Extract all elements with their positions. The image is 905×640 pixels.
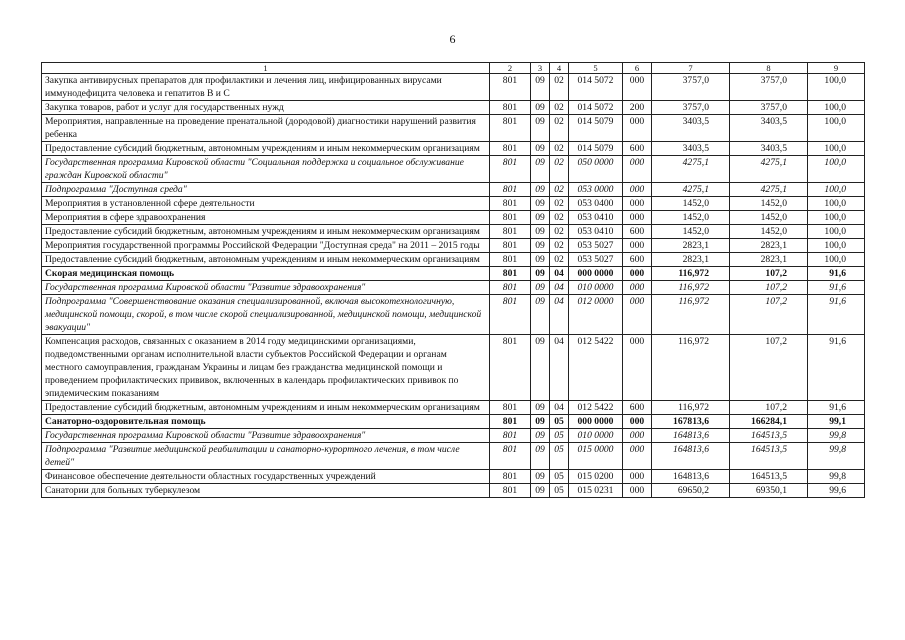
row-subsection-cell: 05 xyxy=(550,415,569,429)
table-row xyxy=(42,267,865,281)
table-row xyxy=(42,115,865,142)
row-code-cell: 801 xyxy=(490,484,531,498)
row-target-article-cell: 050 0000 xyxy=(569,156,623,183)
row-target-article-cell: 012 5422 xyxy=(569,335,623,401)
row-subsection-cell: 05 xyxy=(550,484,569,498)
row-section-cell: 09 xyxy=(531,429,550,443)
row-expense-type-cell: 000 xyxy=(623,484,652,498)
row-planned-cell: 1452,0 xyxy=(652,197,730,211)
header-cell: 3 xyxy=(531,63,550,74)
row-target-article-cell: 053 0000 xyxy=(569,183,623,197)
row-expense-type-cell: 600 xyxy=(623,253,652,267)
row-planned-cell: 164813,6 xyxy=(652,429,730,443)
row-name-cell: Государственная программа Кировской области "Развитие здравоохранения" xyxy=(42,429,490,443)
row-name-cell: Подпрограмма "Развитие медицинской реабилитации и санаторно-курортного лечения, в том числе детей" xyxy=(42,443,490,470)
row-name-cell: Закупка товаров, работ и услуг для государственных нужд xyxy=(42,101,490,115)
row-planned-cell: 3403,5 xyxy=(652,115,730,142)
row-target-article-cell: 053 0410 xyxy=(569,225,623,239)
row-percent-cell: 100,0 xyxy=(808,183,865,197)
row-code-cell: 801 xyxy=(490,211,531,225)
row-planned-cell: 1452,0 xyxy=(652,211,730,225)
row-code-cell: 801 xyxy=(490,415,531,429)
row-subsection-cell: 05 xyxy=(550,443,569,470)
row-executed-cell: 4275,1 xyxy=(730,156,808,183)
budget-table xyxy=(41,62,865,498)
row-target-article-cell: 014 5079 xyxy=(569,142,623,156)
header-cell: 5 xyxy=(569,63,623,74)
row-expense-type-cell: 000 xyxy=(623,115,652,142)
row-percent-cell: 99,8 xyxy=(808,443,865,470)
row-name-cell: Мероприятия государственной программы Российской Федерации "Доступная среда" на 2011 – 2015 годы xyxy=(42,239,490,253)
row-planned-cell: 116,972 xyxy=(652,401,730,415)
row-code-cell: 801 xyxy=(490,281,531,295)
row-target-article-cell: 014 5072 xyxy=(569,74,623,101)
row-section-cell: 09 xyxy=(531,74,550,101)
row-percent-cell: 100,0 xyxy=(808,197,865,211)
row-name-cell: Санаторно-оздоровительная помощь xyxy=(42,415,490,429)
row-percent-cell: 91,6 xyxy=(808,335,865,401)
row-expense-type-cell: 000 xyxy=(623,156,652,183)
table-row xyxy=(42,295,865,335)
row-expense-type-cell: 000 xyxy=(623,183,652,197)
row-subsection-cell: 02 xyxy=(550,142,569,156)
header-cell: 4 xyxy=(550,63,569,74)
table-row xyxy=(42,101,865,115)
table-row xyxy=(42,253,865,267)
row-expense-type-cell: 000 xyxy=(623,74,652,101)
row-target-article-cell: 012 0000 xyxy=(569,295,623,335)
table-row xyxy=(42,74,865,101)
row-subsection-cell: 04 xyxy=(550,295,569,335)
row-executed-cell: 107,2 xyxy=(730,401,808,415)
row-planned-cell: 69650,2 xyxy=(652,484,730,498)
row-section-cell: 09 xyxy=(531,470,550,484)
header-cell: 1 xyxy=(42,63,490,74)
header-cell: 9 xyxy=(808,63,865,74)
row-planned-cell: 164813,6 xyxy=(652,470,730,484)
row-name-cell: Государственная программа Кировской области "Социальная поддержка и социальное обслуживание граждан Кировской области" xyxy=(42,156,490,183)
row-executed-cell: 107,2 xyxy=(730,267,808,281)
row-executed-cell: 2823,1 xyxy=(730,253,808,267)
row-executed-cell: 3757,0 xyxy=(730,101,808,115)
table-row xyxy=(42,142,865,156)
table-row xyxy=(42,470,865,484)
row-target-article-cell: 053 0400 xyxy=(569,197,623,211)
row-name-cell: Предоставление субсидий бюджетным, автономным учреждениям и иным некоммерческим организациям xyxy=(42,142,490,156)
row-code-cell: 801 xyxy=(490,267,531,281)
header-cell: 2 xyxy=(490,63,531,74)
row-percent-cell: 100,0 xyxy=(808,211,865,225)
row-percent-cell: 91,6 xyxy=(808,401,865,415)
row-name-cell: Мероприятия в установленной сфере деятельности xyxy=(42,197,490,211)
row-target-article-cell: 053 5027 xyxy=(569,253,623,267)
row-section-cell: 09 xyxy=(531,401,550,415)
row-subsection-cell: 02 xyxy=(550,211,569,225)
row-planned-cell: 2823,1 xyxy=(652,253,730,267)
row-code-cell: 801 xyxy=(490,429,531,443)
row-section-cell: 09 xyxy=(531,183,550,197)
row-section-cell: 09 xyxy=(531,211,550,225)
row-planned-cell: 116,972 xyxy=(652,295,730,335)
row-executed-cell: 166284,1 xyxy=(730,415,808,429)
row-percent-cell: 100,0 xyxy=(808,156,865,183)
row-planned-cell: 1452,0 xyxy=(652,225,730,239)
row-executed-cell: 1452,0 xyxy=(730,225,808,239)
row-subsection-cell: 02 xyxy=(550,101,569,115)
row-percent-cell: 91,6 xyxy=(808,267,865,281)
row-percent-cell: 100,0 xyxy=(808,253,865,267)
row-subsection-cell: 02 xyxy=(550,253,569,267)
row-subsection-cell: 02 xyxy=(550,74,569,101)
row-planned-cell: 2823,1 xyxy=(652,239,730,253)
row-code-cell: 801 xyxy=(490,225,531,239)
row-section-cell: 09 xyxy=(531,267,550,281)
row-target-article-cell: 015 0231 xyxy=(569,484,623,498)
row-code-cell: 801 xyxy=(490,401,531,415)
header-cell: 6 xyxy=(623,63,652,74)
row-percent-cell: 99,8 xyxy=(808,470,865,484)
row-planned-cell: 167813,6 xyxy=(652,415,730,429)
row-subsection-cell: 02 xyxy=(550,197,569,211)
row-expense-type-cell: 200 xyxy=(623,101,652,115)
row-expense-type-cell: 000 xyxy=(623,443,652,470)
row-percent-cell: 100,0 xyxy=(808,225,865,239)
page-number: 6 xyxy=(449,32,456,46)
row-subsection-cell: 02 xyxy=(550,183,569,197)
row-executed-cell: 164513,5 xyxy=(730,429,808,443)
table-row xyxy=(42,239,865,253)
row-subsection-cell: 04 xyxy=(550,267,569,281)
row-name-cell: Предоставление субсидий бюджетным, автономным учреждениям и иным некоммерческим организациям xyxy=(42,253,490,267)
row-name-cell: Мероприятия в сфере здравоохранения xyxy=(42,211,490,225)
row-section-cell: 09 xyxy=(531,484,550,498)
row-planned-cell: 3403,5 xyxy=(652,142,730,156)
row-expense-type-cell: 000 xyxy=(623,470,652,484)
row-name-cell: Подпрограмма "Доступная среда" xyxy=(42,183,490,197)
row-target-article-cell: 015 0000 xyxy=(569,443,623,470)
table-row xyxy=(42,415,865,429)
row-name-cell: Государственная программа Кировской области "Развитие здравоохранения" xyxy=(42,281,490,295)
row-name-cell: Компенсация расходов, связанных с оказанием в 2014 году медицинскими организациями, подведомственными органам исполнительной власти субъектов Российской Федерации и органам местного самоуправления, гражданам Украины и лицам без гражданства медицинской помощи и проведением профилактических прививок, включенных в календарь профилактических прививок по эпидемическим показаниям xyxy=(42,335,490,401)
row-subsection-cell: 04 xyxy=(550,335,569,401)
row-target-article-cell: 014 5079 xyxy=(569,115,623,142)
row-code-cell: 801 xyxy=(490,443,531,470)
row-expense-type-cell: 000 xyxy=(623,281,652,295)
row-expense-type-cell: 000 xyxy=(623,267,652,281)
row-name-cell: Мероприятия, направленные на проведение пренатальной (дородовой) диагностики нарушений развития ребенка xyxy=(42,115,490,142)
row-name-cell: Закупка антивирусных препаратов для профилактики и лечения лиц, инфицированных вирусами иммунодефицита человека и гепатитов В и С xyxy=(42,74,490,101)
table-row xyxy=(42,225,865,239)
row-expense-type-cell: 600 xyxy=(623,142,652,156)
row-code-cell: 801 xyxy=(490,335,531,401)
row-executed-cell: 3757,0 xyxy=(730,74,808,101)
row-executed-cell: 3403,5 xyxy=(730,115,808,142)
row-expense-type-cell: 000 xyxy=(623,335,652,401)
row-code-cell: 801 xyxy=(490,197,531,211)
row-percent-cell: 100,0 xyxy=(808,142,865,156)
table-row xyxy=(42,443,865,470)
row-section-cell: 09 xyxy=(531,101,550,115)
row-subsection-cell: 05 xyxy=(550,429,569,443)
row-percent-cell: 100,0 xyxy=(808,74,865,101)
row-planned-cell: 164813,6 xyxy=(652,443,730,470)
row-section-cell: 09 xyxy=(531,156,550,183)
row-executed-cell: 1452,0 xyxy=(730,211,808,225)
row-executed-cell: 4275,1 xyxy=(730,183,808,197)
row-code-cell: 801 xyxy=(490,295,531,335)
row-expense-type-cell: 000 xyxy=(623,415,652,429)
row-planned-cell: 116,972 xyxy=(652,335,730,401)
table-row xyxy=(42,335,865,401)
row-expense-type-cell: 000 xyxy=(623,197,652,211)
row-name-cell: Подпрограмма "Совершенствование оказания специализированной, включая высокотехнологичную, медицинской помощи, скорой, в том числе скорой специализированной, медицинской помощи, медицинской эвакуации" xyxy=(42,295,490,335)
row-section-cell: 09 xyxy=(531,142,550,156)
row-percent-cell: 91,6 xyxy=(808,295,865,335)
header-cell: 7 xyxy=(652,63,730,74)
row-target-article-cell: 014 5072 xyxy=(569,101,623,115)
row-target-article-cell: 000 0000 xyxy=(569,267,623,281)
row-executed-cell: 107,2 xyxy=(730,295,808,335)
row-planned-cell: 116,972 xyxy=(652,267,730,281)
row-percent-cell: 99,6 xyxy=(808,484,865,498)
row-planned-cell: 3757,0 xyxy=(652,74,730,101)
row-code-cell: 801 xyxy=(490,74,531,101)
row-planned-cell: 4275,1 xyxy=(652,156,730,183)
row-code-cell: 801 xyxy=(490,470,531,484)
row-name-cell: Предоставление субсидий бюджетным, автономным учреждениям и иным некоммерческим организациям xyxy=(42,225,490,239)
table-row xyxy=(42,197,865,211)
row-name-cell: Предоставление субсидий бюджетным, автономным учреждениям и иным некоммерческим организациям xyxy=(42,401,490,415)
row-section-cell: 09 xyxy=(531,335,550,401)
row-target-article-cell: 010 0000 xyxy=(569,429,623,443)
row-percent-cell: 100,0 xyxy=(808,239,865,253)
row-executed-cell: 164513,5 xyxy=(730,443,808,470)
row-section-cell: 09 xyxy=(531,295,550,335)
row-name-cell: Скорая медицинская помощь xyxy=(42,267,490,281)
row-subsection-cell: 02 xyxy=(550,225,569,239)
row-executed-cell: 164513,5 xyxy=(730,470,808,484)
row-expense-type-cell: 000 xyxy=(623,211,652,225)
row-section-cell: 09 xyxy=(531,281,550,295)
row-target-article-cell: 015 0200 xyxy=(569,470,623,484)
row-expense-type-cell: 000 xyxy=(623,239,652,253)
header-row xyxy=(42,63,865,74)
row-section-cell: 09 xyxy=(531,115,550,142)
row-subsection-cell: 04 xyxy=(550,281,569,295)
row-executed-cell: 2823,1 xyxy=(730,239,808,253)
row-section-cell: 09 xyxy=(531,415,550,429)
row-expense-type-cell: 000 xyxy=(623,429,652,443)
row-subsection-cell: 02 xyxy=(550,239,569,253)
row-section-cell: 09 xyxy=(531,239,550,253)
table-row xyxy=(42,183,865,197)
row-section-cell: 09 xyxy=(531,443,550,470)
row-target-article-cell: 010 0000 xyxy=(569,281,623,295)
row-code-cell: 801 xyxy=(490,183,531,197)
row-percent-cell: 99,8 xyxy=(808,429,865,443)
table-row xyxy=(42,281,865,295)
header-cell: 8 xyxy=(730,63,808,74)
row-subsection-cell: 02 xyxy=(550,115,569,142)
row-code-cell: 801 xyxy=(490,101,531,115)
table-row xyxy=(42,429,865,443)
row-percent-cell: 100,0 xyxy=(808,101,865,115)
row-expense-type-cell: 000 xyxy=(623,295,652,335)
row-section-cell: 09 xyxy=(531,225,550,239)
row-percent-cell: 91,6 xyxy=(808,281,865,295)
row-target-article-cell: 000 0000 xyxy=(569,415,623,429)
row-target-article-cell: 053 5027 xyxy=(569,239,623,253)
row-planned-cell: 4275,1 xyxy=(652,183,730,197)
row-code-cell: 801 xyxy=(490,142,531,156)
row-executed-cell: 107,2 xyxy=(730,335,808,401)
row-code-cell: 801 xyxy=(490,239,531,253)
row-name-cell: Санатории для больных туберкулезом xyxy=(42,484,490,498)
row-section-cell: 09 xyxy=(531,253,550,267)
row-executed-cell: 69350,1 xyxy=(730,484,808,498)
row-expense-type-cell: 600 xyxy=(623,401,652,415)
row-subsection-cell: 02 xyxy=(550,156,569,183)
row-percent-cell: 100,0 xyxy=(808,115,865,142)
row-code-cell: 801 xyxy=(490,253,531,267)
table-row xyxy=(42,484,865,498)
row-target-article-cell: 053 0410 xyxy=(569,211,623,225)
row-name-cell: Финансовое обеспечение деятельности областных государственных учреждений xyxy=(42,470,490,484)
table-row xyxy=(42,156,865,183)
row-code-cell: 801 xyxy=(490,156,531,183)
row-subsection-cell: 05 xyxy=(550,470,569,484)
row-percent-cell: 99,1 xyxy=(808,415,865,429)
row-executed-cell: 3403,5 xyxy=(730,142,808,156)
row-executed-cell: 107,2 xyxy=(730,281,808,295)
row-section-cell: 09 xyxy=(531,197,550,211)
row-executed-cell: 1452,0 xyxy=(730,197,808,211)
table-row xyxy=(42,211,865,225)
row-subsection-cell: 04 xyxy=(550,401,569,415)
row-expense-type-cell: 600 xyxy=(623,225,652,239)
row-planned-cell: 3757,0 xyxy=(652,101,730,115)
row-target-article-cell: 012 5422 xyxy=(569,401,623,415)
row-code-cell: 801 xyxy=(490,115,531,142)
row-planned-cell: 116,972 xyxy=(652,281,730,295)
table-row xyxy=(42,401,865,415)
